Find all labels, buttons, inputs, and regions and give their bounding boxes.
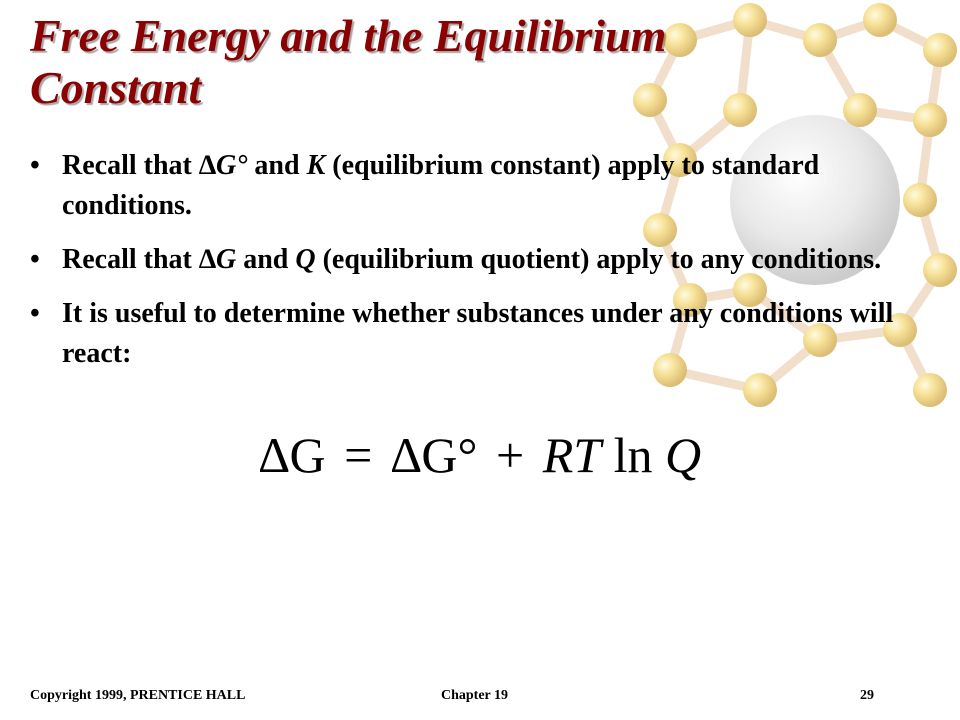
- equation-rt-term: RT: [542, 427, 602, 483]
- bullet-list: [30, 146, 930, 388]
- bullet-text: (equilibrium quotient) apply to any conditions.: [315, 244, 882, 275]
- footer-page-number: 29: [860, 688, 874, 703]
- equation-lhs: ∆G: [258, 427, 326, 483]
- slide-title: Free Energy and the Equilibrium Constant: [30, 10, 667, 113]
- free-energy-equation: [0, 425, 960, 485]
- delta-g-symbol: ∆G: [198, 244, 237, 275]
- bullet-item: [30, 240, 930, 280]
- plus-sign: +: [496, 427, 525, 483]
- bullet-text: and: [247, 150, 307, 181]
- bullet-marker: •: [30, 298, 40, 329]
- bullet-text: It is useful to determine whether substances under any conditions will react:: [62, 298, 894, 369]
- k-symbol: K: [306, 150, 326, 181]
- equation-q: Q: [664, 427, 702, 483]
- bullet-text: Recall that: [62, 244, 199, 275]
- bullet-item: [30, 294, 930, 374]
- bullet-marker: •: [30, 150, 40, 181]
- bullet-text: and: [236, 244, 296, 275]
- equation-ln: ln: [613, 427, 653, 483]
- q-symbol: Q: [295, 244, 316, 275]
- footer-copyright: Copyright 1999, PRENTICE HALL: [30, 688, 246, 703]
- equals-sign: =: [344, 427, 373, 483]
- footer-chapter: Chapter 19: [441, 688, 509, 703]
- equation-standard-term: ∆G°: [390, 427, 478, 483]
- bullet-text: Recall that: [62, 150, 199, 181]
- bullet-text: (equilibrium constant) apply to standard conditions.: [62, 150, 820, 221]
- bullet-item: [30, 146, 930, 226]
- bullet-marker: •: [30, 244, 40, 275]
- delta-g-standard-symbol: ∆G°: [198, 150, 248, 181]
